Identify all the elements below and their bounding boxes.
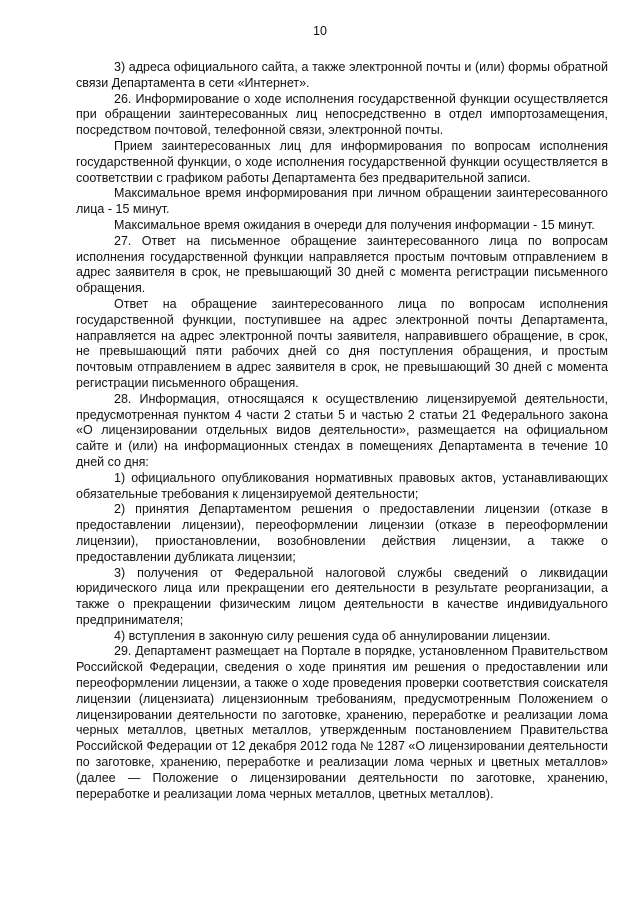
- document-body: [76, 60, 608, 802]
- page-number: 10: [313, 24, 327, 38]
- list-item-1: 1) официального опубликования нормативных правовых актов, устанавливающих обязательные требования к лицензируемой деятельности;: [76, 470, 608, 501]
- paragraph-3-addresses: 3) адреса официального сайта, а также электронной почты и (или) формы обратной связи Департамента в сети «Интернет».: [76, 60, 608, 90]
- list-item-2: 2) принятия Департаментом решения о предоставлении лицензии (отказе в предоставлении лицензии), переоформлении лицензии (отказе в переоформлении лицензии), приостановлении, возобновлении действия лицензии, а также о предоставлении дубликата лицензии;: [76, 502, 608, 564]
- paragraph-27: 27. Ответ на письменное обращение заинтересованного лица по вопросам исполнения государственной функции направляется простым почтовым отправлением в адрес заявителя в срок, не превышающий 30 дней с момента регистрации письменного обращения.: [76, 233, 608, 296]
- paragraph-email-response: Ответ на обращение заинтересованного лица по вопросам исполнения государственной функции, поступившее на адрес электронной почты Департамента, направляется на адрес электронной почты заявителя, направившего обращение, в срок, не превышающий пяти рабочих дней со дня поступления обращения, и простым почтовым отправлением в адрес заявителя в срок, не превышающий 30 дней с момента регистрации письменного обращения.: [76, 296, 608, 390]
- paragraph-28: 28. Информация, относящаяся к осуществлению лицензируемой деятельности, предусмотренная пунктом 4 части 2 статьи 5 и частью 2 статьи 21 Федерального закона «О лицензировании отдельных видов деятельности», размещается на официальном сайте и (или) на информационных стендах в помещениях Департамента в течение 10 дней со дня:: [76, 391, 608, 469]
- paragraph-max-informing-time: Максимальное время информирования при личном обращении заинтересованного лица - 15 минут.: [76, 186, 608, 217]
- list-item-4: 4) вступления в законную силу решения суда об аннулировании лицензии.: [114, 628, 551, 643]
- paragraph-reception: Прием заинтересованных лиц для информирования по вопросам исполнения государственной функции, о ходе исполнения государственной функции осуществляется в соответствии с графиком работы Департамента без предварительной записи.: [76, 138, 608, 185]
- paragraph-max-waiting-time: Максимальное время ожидания в очереди для получения информации - 15 минут.: [114, 217, 595, 232]
- paragraph-29: 29. Департамент размещает на Портале в порядке, установленном Правительством Российской Федерации, сведения о ходе принятия им решения о предоставлении или переоформлении лицензии, а также о ходе проведения проверки соответствия соискателя лицензии (лицензиата) лицензионным требованиям, предусмотренным Положением о лицензировании деятельности по заготовке, хранению, переработке и реализации лома черных металлов, цветных металлов, утвержденным постановлением Правительства Российской Федерации от 12 декабря 2012 года № 1287 «О лицензировании деятельности по заготовке, хранению, переработке и реализации лома черных и цветных металлов» (далее — Положение о лицензировании деятельности по заготовке, хранению, переработке и реализации лома черных металлов, цветных металлов).: [76, 644, 608, 801]
- list-item-3: 3) получения от Федеральной налоговой службы сведений о ликвидации юридического лица или прекращении его деятельности в результате реорганизации, а также о прекращении физическим лицом деятельности в качестве индивидуального предпринимателя;: [76, 565, 608, 627]
- paragraph-26: 26. Информирование о ходе исполнения государственной функции осуществляется при обращении заинтересованных лиц непосредственно в отдел импортозамещения, посредством почтовой, телефонной связи, электронной почты.: [76, 91, 608, 138]
